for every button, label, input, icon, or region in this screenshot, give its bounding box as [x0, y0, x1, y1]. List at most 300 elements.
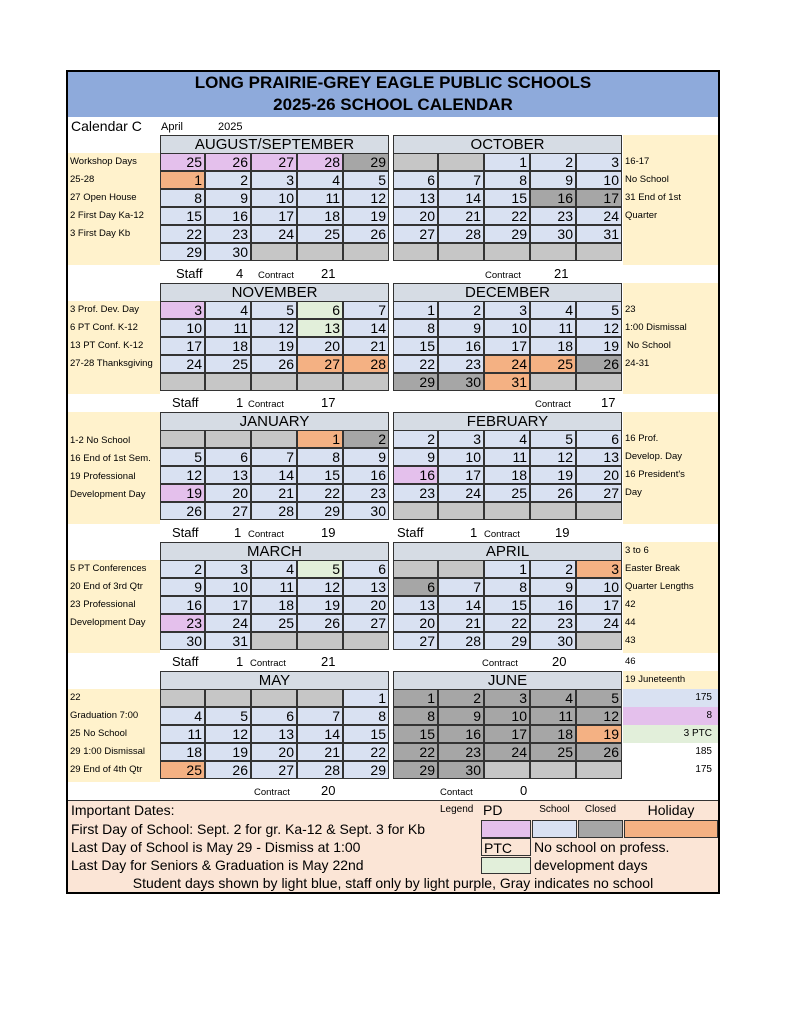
- legend-closed-label: Closed: [584, 804, 617, 815]
- day-cell: 27: [297, 355, 343, 373]
- day-cell: 22: [484, 207, 530, 225]
- day-cell: 2: [530, 153, 576, 171]
- week-row: [160, 153, 389, 171]
- day-cell: 29: [393, 761, 438, 779]
- week-row: [160, 337, 389, 355]
- important-line-3: Last Day for Seniors & Graduation is May 22nd: [71, 857, 364, 873]
- day-cell: 6: [393, 171, 438, 189]
- staff-label: Staff: [172, 525, 199, 540]
- day-cell: 30: [438, 761, 484, 779]
- day-cell: 27: [576, 484, 622, 502]
- day-cell: 19: [576, 337, 622, 355]
- empty-day-cell: [438, 243, 484, 261]
- day-cell: 3: [576, 560, 622, 578]
- day-cell: 10: [160, 319, 205, 337]
- month-grid-feb: [393, 430, 622, 520]
- week-row: [393, 614, 622, 632]
- day-cell: 3: [438, 430, 484, 448]
- day-cell: 24: [251, 225, 297, 243]
- week-row: [160, 743, 389, 761]
- day-cell: 5: [205, 707, 251, 725]
- day-cell: 6: [393, 578, 438, 596]
- day-cell: 11: [160, 725, 205, 743]
- empty-day-cell: [438, 502, 484, 520]
- day-cell: 27: [393, 225, 438, 243]
- day-cell: 28: [251, 502, 297, 520]
- day-cell: 4: [297, 171, 343, 189]
- legend-ptc-label: PTC: [481, 838, 531, 856]
- day-cell: 20: [393, 614, 438, 632]
- day-cell: 18: [530, 725, 576, 743]
- day-cell: 21: [343, 337, 389, 355]
- note-line: 1:00 Dismissal: [625, 322, 687, 333]
- day-cell: 7: [343, 301, 389, 319]
- day-cell: 30: [205, 243, 251, 261]
- day-cell: 5: [160, 448, 205, 466]
- day-cell: 2: [438, 689, 484, 707]
- month-header-aug-sep: AUGUST/SEPTEMBER: [160, 135, 389, 154]
- empty-day-cell: [530, 761, 576, 779]
- day-cell: 3: [484, 689, 530, 707]
- revision-year: 2025: [218, 121, 243, 133]
- day-cell: 8: [393, 707, 438, 725]
- day-cell: 2: [160, 560, 205, 578]
- note-line: 29 1:00 Dismissal: [70, 746, 145, 757]
- day-cell: 25: [530, 743, 576, 761]
- day-cell: 19: [205, 743, 251, 761]
- week-row: [393, 743, 622, 761]
- day-cell: 3: [576, 153, 622, 171]
- day-cell: 29: [393, 373, 438, 391]
- week-row: [393, 171, 622, 189]
- day-cell: 24: [160, 355, 205, 373]
- day-cell: 20: [343, 596, 389, 614]
- contract-label: Contract: [485, 270, 521, 281]
- week-row: [393, 243, 622, 261]
- month-grid-dec: [393, 301, 622, 391]
- day-cell: 11: [205, 319, 251, 337]
- day-cell: 9: [530, 171, 576, 189]
- note-line: 46: [625, 656, 636, 667]
- day-cell: 25: [251, 614, 297, 632]
- month-header-mar: MARCH: [160, 542, 389, 561]
- month-header-jan: JANUARY: [160, 412, 389, 431]
- day-cell: 18: [484, 466, 530, 484]
- note-line: Easter Break: [625, 563, 680, 574]
- staff-days-aug-sep: 4: [236, 266, 244, 281]
- contract-days-dec: 17: [601, 395, 616, 410]
- empty-day-cell: [576, 243, 622, 261]
- day-cell: 18: [251, 596, 297, 614]
- note-line: 27 Open House: [70, 192, 137, 203]
- week-row: [160, 355, 389, 373]
- day-cell: 9: [530, 578, 576, 596]
- day-cell: 5: [530, 430, 576, 448]
- empty-day-cell: [343, 243, 389, 261]
- day-cell: 12: [251, 319, 297, 337]
- staff-days-mar: 1: [236, 654, 244, 669]
- notes-left-jan: [68, 412, 160, 524]
- staff-label: Staff: [172, 395, 199, 410]
- day-cell: 23: [343, 484, 389, 502]
- day-cell: 17: [576, 189, 622, 207]
- week-row: [393, 448, 622, 466]
- month-grid-jan: [160, 430, 389, 520]
- day-cell: 15: [160, 207, 205, 225]
- notes-left-aug-sep: [68, 153, 160, 265]
- week-row: [160, 578, 389, 596]
- month-header-jun: JUNE: [393, 671, 622, 690]
- week-row: [393, 355, 622, 373]
- week-row: [393, 319, 622, 337]
- total-school-days: 175: [623, 761, 718, 779]
- empty-day-cell: [393, 243, 438, 261]
- day-cell: 23: [530, 207, 576, 225]
- staff-label: Staff: [176, 266, 203, 281]
- day-cell: 2: [393, 430, 438, 448]
- contract-days-oct: 21: [554, 266, 569, 281]
- note-line: 6 PT Conf. K-12: [70, 322, 138, 333]
- day-cell: 26: [530, 484, 576, 502]
- day-cell: 7: [251, 448, 297, 466]
- day-cell: 4: [205, 301, 251, 319]
- day-cell: 18: [530, 337, 576, 355]
- day-cell: 27: [205, 502, 251, 520]
- empty-day-cell: [297, 689, 343, 707]
- day-cell: 28: [343, 355, 389, 373]
- day-cell: 15: [393, 337, 438, 355]
- month-header-may: MAY: [160, 671, 389, 690]
- day-cell: 17: [251, 207, 297, 225]
- day-cell: 5: [297, 560, 343, 578]
- week-row: [393, 560, 622, 578]
- day-cell: 26: [343, 225, 389, 243]
- day-cell: 18: [160, 743, 205, 761]
- day-cell: 29: [484, 225, 530, 243]
- day-cell: 12: [576, 319, 622, 337]
- day-cell: 25: [160, 153, 205, 171]
- legend-school-label: School: [539, 804, 570, 815]
- empty-day-cell: [393, 153, 438, 171]
- legend-ptc-swatch: [481, 857, 531, 874]
- day-cell: 11: [530, 319, 576, 337]
- day-cell: 1: [393, 301, 438, 319]
- day-cell: 14: [251, 466, 297, 484]
- day-cell: 8: [297, 448, 343, 466]
- legend-pd-label: PD: [483, 802, 503, 818]
- day-cell: 11: [530, 707, 576, 725]
- day-cell: 31: [484, 373, 530, 391]
- week-row: [160, 171, 389, 189]
- day-cell: 2: [530, 560, 576, 578]
- day-cell: 9: [393, 448, 438, 466]
- day-cell: 20: [251, 743, 297, 761]
- day-cell: 4: [160, 707, 205, 725]
- day-cell: 20: [393, 207, 438, 225]
- important-dates-heading: Important Dates:: [71, 802, 175, 818]
- day-cell: 12: [343, 189, 389, 207]
- legend-holiday-label: Holiday: [647, 802, 695, 818]
- empty-day-cell: [393, 560, 438, 578]
- day-cell: 19: [530, 466, 576, 484]
- day-cell: 13: [343, 578, 389, 596]
- day-cell: 15: [484, 189, 530, 207]
- day-cell: 31: [576, 225, 622, 243]
- day-cell: 23: [160, 614, 205, 632]
- day-cell: 14: [297, 725, 343, 743]
- month-header-oct: OCTOBER: [393, 135, 622, 154]
- week-row: [160, 502, 389, 520]
- week-row: [160, 484, 389, 502]
- day-cell: 19: [251, 337, 297, 355]
- day-cell: 9: [438, 319, 484, 337]
- empty-day-cell: [484, 243, 530, 261]
- week-row: [393, 207, 622, 225]
- note-line: Quarter Lengths: [625, 581, 694, 592]
- day-cell: 24: [576, 614, 622, 632]
- day-cell: 14: [343, 319, 389, 337]
- empty-day-cell: [297, 632, 343, 650]
- day-cell: 23: [393, 484, 438, 502]
- note-line: 2 First Day Ka-12: [70, 210, 144, 221]
- note-line: Development Day: [70, 617, 146, 628]
- note-line: 16 End of 1st Sem.: [70, 453, 151, 464]
- day-cell: 26: [205, 153, 251, 171]
- notes-right-apr: [623, 542, 718, 653]
- day-cell: 17: [160, 337, 205, 355]
- week-row: [393, 225, 622, 243]
- day-cell: 6: [251, 707, 297, 725]
- week-row: [160, 707, 389, 725]
- week-row: [393, 689, 622, 707]
- day-cell: 9: [438, 707, 484, 725]
- week-row: [393, 301, 622, 319]
- contract-days-nov: 17: [321, 395, 336, 410]
- day-cell: 24: [484, 355, 530, 373]
- day-cell: 27: [251, 761, 297, 779]
- day-cell: 28: [297, 761, 343, 779]
- contract-label: Contract: [254, 787, 290, 798]
- note-line: 27-28 Thanksgiving: [70, 358, 153, 369]
- contract-label: Contract: [248, 529, 284, 540]
- day-cell: 24: [484, 743, 530, 761]
- week-row: [160, 725, 389, 743]
- day-cell: 10: [251, 189, 297, 207]
- day-cell: 12: [530, 448, 576, 466]
- empty-day-cell: [160, 373, 205, 391]
- day-cell: 26: [160, 502, 205, 520]
- note-line: 25-28: [70, 174, 95, 185]
- note-juneteenth: [623, 671, 718, 689]
- day-cell: 19: [343, 207, 389, 225]
- contract-days-mar: 21: [321, 654, 336, 669]
- day-cell: 16: [530, 596, 576, 614]
- day-cell: 16: [530, 189, 576, 207]
- month-header-nov: NOVEMBER: [160, 283, 389, 302]
- day-cell: 27: [343, 614, 389, 632]
- week-row: [160, 596, 389, 614]
- empty-day-cell: [438, 560, 484, 578]
- day-cell: 19: [297, 596, 343, 614]
- day-cell: 6: [576, 430, 622, 448]
- note-line: 20 End of 3rd Qtr: [70, 581, 143, 592]
- day-cell: 10: [484, 707, 530, 725]
- notes-right-feb: [623, 412, 718, 524]
- day-cell: 15: [484, 596, 530, 614]
- contract-days-may: 20: [321, 783, 336, 798]
- empty-day-cell: [343, 373, 389, 391]
- day-cell: 24: [438, 484, 484, 502]
- week-row: [393, 466, 622, 484]
- day-cell: 1: [297, 430, 343, 448]
- note-line: 42: [625, 599, 636, 610]
- note-line: Day: [625, 487, 642, 498]
- day-cell: 30: [438, 373, 484, 391]
- contract-label: Contract: [258, 270, 294, 281]
- important-line-1: First Day of School: Sept. 2 for gr. Ka-12 & Sept. 3 for Kb: [71, 821, 426, 837]
- day-cell: 29: [484, 632, 530, 650]
- week-row: [393, 707, 622, 725]
- day-cell: 9: [205, 189, 251, 207]
- important-line-2: Last Day of School is May 29 - Dismiss at 1:00: [71, 839, 361, 855]
- day-cell: 20: [297, 337, 343, 355]
- day-cell: 23: [438, 743, 484, 761]
- note-line: No School: [627, 340, 671, 351]
- legend-pd-swatch: [481, 820, 531, 838]
- note-line: 24-31: [625, 358, 650, 369]
- day-cell: 2: [438, 301, 484, 319]
- day-cell: 27: [251, 153, 297, 171]
- day-cell: 18: [297, 207, 343, 225]
- week-row: [160, 614, 389, 632]
- empty-day-cell: [205, 373, 251, 391]
- note-line: 16 Prof.: [625, 433, 659, 444]
- day-cell: 13: [251, 725, 297, 743]
- day-cell: 19: [576, 725, 622, 743]
- week-row: [160, 243, 389, 261]
- day-cell: 28: [438, 225, 484, 243]
- day-cell: 5: [576, 301, 622, 319]
- empty-day-cell: [576, 761, 622, 779]
- day-cell: 1: [160, 171, 205, 189]
- day-cell: 22: [160, 225, 205, 243]
- note-line: Develop. Day: [625, 451, 683, 462]
- day-cell: 3: [251, 171, 297, 189]
- day-cell: 8: [393, 319, 438, 337]
- notes-left-may: [68, 689, 160, 782]
- day-cell: 15: [297, 466, 343, 484]
- note-line: 23: [625, 304, 636, 315]
- month-grid-nov: [160, 301, 389, 391]
- week-row: [393, 373, 622, 391]
- day-cell: 26: [251, 355, 297, 373]
- note-line: [68, 412, 160, 432]
- day-cell: 12: [160, 466, 205, 484]
- day-cell: 16: [438, 725, 484, 743]
- note-line: 43: [625, 635, 636, 646]
- week-row: [160, 689, 389, 707]
- week-row: [393, 596, 622, 614]
- note-line: Quarter: [625, 210, 658, 221]
- day-cell: 17: [576, 596, 622, 614]
- notes-left-nov: [68, 301, 160, 394]
- contract-days-feb: 19: [555, 525, 570, 540]
- day-cell: 14: [438, 189, 484, 207]
- week-row: [393, 761, 622, 779]
- day-cell: 6: [297, 301, 343, 319]
- day-cell: 16: [160, 596, 205, 614]
- month-grid-oct: [393, 153, 622, 261]
- calendar-title: [68, 72, 718, 117]
- day-cell: 2: [343, 430, 389, 448]
- day-cell: 16: [343, 466, 389, 484]
- note-line: Workshop Days: [70, 156, 137, 167]
- empty-day-cell: [205, 689, 251, 707]
- day-cell: 29: [343, 153, 389, 171]
- notes-right-dec: [623, 283, 718, 394]
- note-line: 44: [625, 617, 636, 628]
- week-row: [160, 301, 389, 319]
- week-row: [160, 430, 389, 448]
- week-row: [160, 560, 389, 578]
- day-cell: 9: [343, 448, 389, 466]
- day-cell: 14: [438, 596, 484, 614]
- week-row: [160, 207, 389, 225]
- day-cell: 12: [297, 578, 343, 596]
- month-grid-aug-sep: [160, 153, 389, 261]
- contract-days-aug-sep: 21: [321, 266, 336, 281]
- day-cell: 22: [393, 743, 438, 761]
- week-row: [393, 725, 622, 743]
- empty-day-cell: [530, 243, 576, 261]
- week-row: [160, 448, 389, 466]
- day-cell: 5: [576, 689, 622, 707]
- empty-day-cell: [576, 373, 622, 391]
- day-cell: 11: [484, 448, 530, 466]
- empty-day-cell: [251, 243, 297, 261]
- day-cell: 13: [297, 319, 343, 337]
- day-cell: 28: [297, 153, 343, 171]
- note-line: 19 Juneteenth: [625, 674, 686, 685]
- total-contract-days: 185: [623, 743, 718, 761]
- day-cell: 7: [297, 707, 343, 725]
- contract-label: Contract: [250, 658, 286, 669]
- empty-day-cell: [393, 502, 438, 520]
- month-grid-may: [160, 689, 389, 779]
- day-cell: 15: [393, 725, 438, 743]
- total-ptc-days: 3 PTC: [623, 725, 718, 743]
- day-cell: 22: [393, 355, 438, 373]
- note-line: No School: [625, 174, 669, 185]
- legend-ptc-note-1: No school on profess.: [534, 839, 670, 855]
- legend-footer-note: Student days shown by light blue, staff only by light purple, Gray indicates no school: [132, 875, 654, 891]
- staff-days-jan: 1: [234, 525, 242, 540]
- day-cell: 25: [297, 225, 343, 243]
- contact-label: Contact: [440, 787, 473, 798]
- staff-label: Staff: [172, 654, 199, 669]
- day-cell: 7: [438, 578, 484, 596]
- day-cell: 20: [205, 484, 251, 502]
- day-cell: 30: [530, 632, 576, 650]
- day-cell: 23: [205, 225, 251, 243]
- empty-day-cell: [251, 632, 297, 650]
- empty-day-cell: [530, 502, 576, 520]
- day-cell: 1: [484, 560, 530, 578]
- week-row: [160, 466, 389, 484]
- empty-day-cell: [205, 430, 251, 448]
- note-line: 19 Professional: [70, 471, 136, 482]
- note-line: 31 End of 1st: [625, 192, 681, 203]
